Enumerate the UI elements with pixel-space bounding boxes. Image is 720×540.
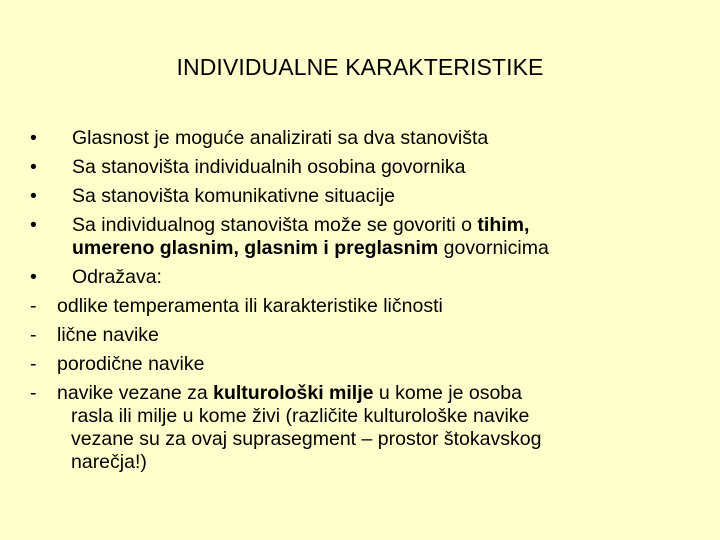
dash-marker: - (30, 295, 37, 317)
dash-text: lične navike (57, 324, 159, 346)
dash-text: narečja!) (71, 451, 147, 473)
slide-title: INDIVIDUALNE KARAKTERISTIKE (176, 54, 544, 80)
bullet-text: Glasnost je moguće analizirati sa dva stanovišta (72, 127, 489, 149)
bullet-continuation (30, 237, 690, 263)
bullet-item (30, 263, 690, 292)
bullet-text: Odražava: (72, 266, 162, 288)
bullet-marker: • (30, 214, 37, 236)
bold-phrase: tihim, (477, 214, 530, 236)
dash-text-part: u kome je osoba (373, 382, 522, 404)
dash-continuation (30, 451, 690, 477)
dash-item (30, 350, 690, 379)
dash-marker: - (30, 382, 37, 404)
dash-text: rasla ili milje u kome živi (različite kulturološke navike (71, 405, 530, 427)
bullet-marker: • (30, 266, 37, 288)
dash-text: vezane su za ovaj suprasegment – prostor štokavskog (71, 428, 542, 450)
dash-text-part: navike vezane za (57, 382, 214, 404)
bullet-item (30, 182, 690, 211)
bullet-text: Sa stanovišta individualnih osobina govornika (72, 156, 466, 178)
bullet-item (30, 153, 690, 182)
bullet-text: Sa stanovišta komunikativne situacije (72, 185, 395, 207)
dash-marker: - (30, 324, 37, 346)
bullet-text-part: govornicima (438, 237, 549, 259)
bullet-text (72, 234, 549, 263)
bold-phrase: umereno glasnim, glasnim i preglasnim (72, 237, 439, 259)
dash-item (30, 292, 690, 321)
dash-item (30, 321, 690, 350)
slide-body (30, 124, 690, 477)
bullet-marker: • (30, 185, 37, 207)
bullet-text-part: Sa individualnog stanovišta može se govoriti o (72, 214, 478, 236)
dash-marker: - (30, 353, 37, 375)
dash-text: porodične navike (57, 353, 205, 375)
bullet-marker: • (30, 127, 37, 149)
bold-phrase: kulturološki milje (213, 382, 374, 404)
bullet-marker: • (30, 156, 37, 178)
dash-text: odlike temperamenta ili karakteristike ličnosti (57, 295, 443, 317)
bullet-item (30, 124, 690, 153)
